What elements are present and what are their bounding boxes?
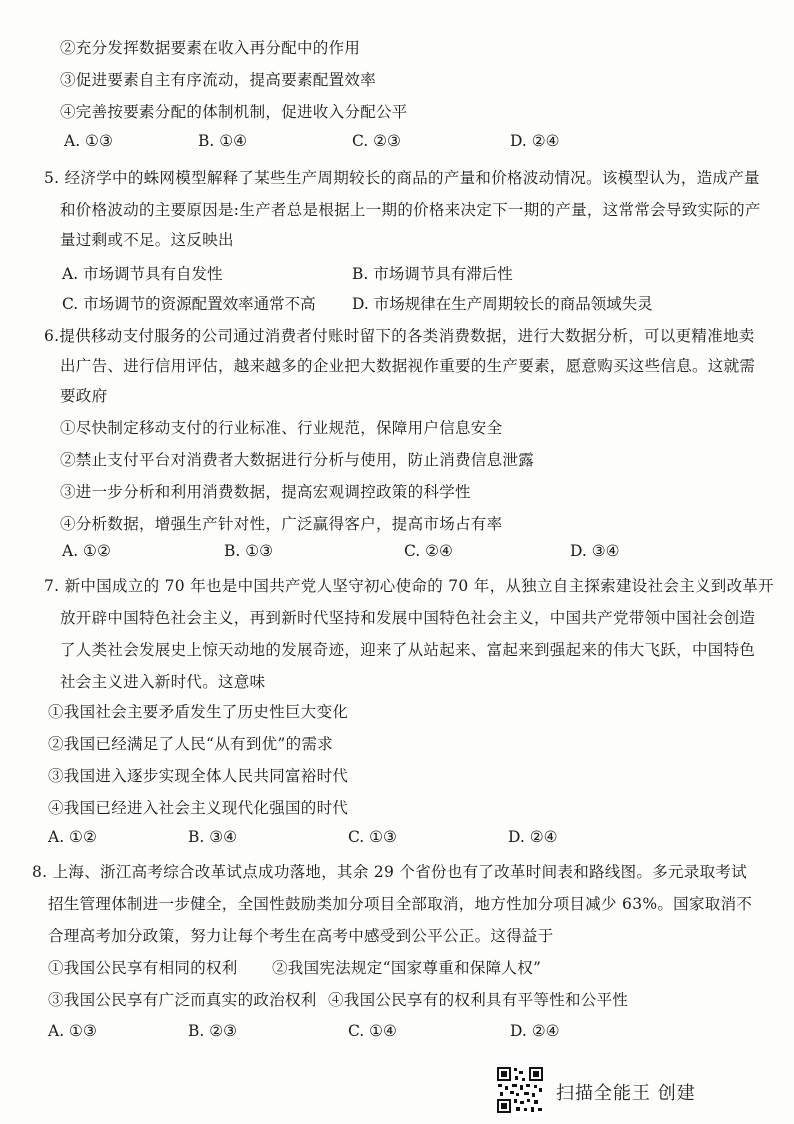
q6-item-4: ④分析数据，增强生产针对性，广泛赢得客户，提高市场占有率: [60, 515, 503, 533]
q6-stem-line-2: 出广告、进行信用评估，越来越多的企业把大数据视作重要的生产要素，愿意购买这些信息。这就需: [60, 357, 756, 375]
scanner-watermark: 扫描全能王 创建: [556, 1083, 696, 1104]
top-item-4: ④完善按要素分配的体制机制，促进收入分配公平: [60, 103, 408, 121]
q6-item-3: ③进一步分析和利用消费数据，提高宏观调控政策的科学性: [60, 483, 471, 501]
q8-option-a: A. ①③: [48, 1022, 97, 1040]
q5-stem-line-1: 5. 经济学中的蛛网模型解释了某些生产周期较长的商品的产量和价格波动情况。该模型认为，造成产量: [44, 169, 760, 187]
q8-item-4: ④我国公民享有的权利具有平等性和公平性: [328, 991, 629, 1009]
top-item-3: ③促进要素自主有序流动，提高要素配置效率: [60, 71, 377, 89]
q7-stem-line-3: 了人类社会发展史上惊天动地的发展奇迹，迎来了从站起来、富起来到强起来的伟大飞跃，中国特色: [60, 641, 756, 659]
q6-option-b: B. ①③: [224, 542, 274, 560]
q6-option-c: C. ②④: [404, 542, 453, 560]
q6-option-d: D. ③④: [570, 542, 620, 560]
q4-option-a: A. ①③: [64, 132, 113, 150]
q7-option-a: A. ①②: [48, 828, 97, 846]
q7-stem-line-1: 7. 新中国成立的 70 年也是中国共产党人坚守初心使命的 70 年，从独立自主探索建设社会主义到改革开: [44, 577, 774, 595]
q8-item-1: ①我国公民享有相同的权利: [48, 959, 238, 977]
q7-item-4: ④我国已经进入社会主义现代化强国的时代: [48, 799, 349, 817]
q7-option-d: D. ②④: [508, 828, 558, 846]
q5-stem-line-3: 量过剩或不足。这反映出: [60, 231, 234, 249]
q4-option-c: C. ②③: [352, 132, 401, 150]
q5-option-a: A. 市场调节具有自发性: [62, 265, 223, 283]
q7-stem-line-4: 社会主义进入新时代。这意味: [60, 673, 266, 691]
q7-option-c: C. ①③: [348, 828, 397, 846]
q7-item-3: ③我国进入逐步实现全体人民共同富裕时代: [48, 767, 349, 785]
q4-option-b: B. ①④: [198, 132, 248, 150]
q6-option-a: A. ①②: [62, 542, 111, 560]
q7-item-1: ①我国社会主要矛盾发生了历史性巨大变化: [48, 703, 349, 721]
q4-option-d: D. ②④: [510, 132, 560, 150]
q6-stem-line-3: 要政府: [60, 387, 108, 405]
q7-option-b: B. ③④: [188, 828, 238, 846]
q5-stem-line-2: 和价格波动的主要原因是:生产者总是根据上一期的价格来决定下一期的产量，这常常会导致实际的产: [60, 201, 761, 219]
q5-option-d: D. 市场规律在生产周期较长的商品领域失灵: [352, 295, 653, 313]
q8-stem-line-1: 8. 上海、浙江高考综合改革试点成功落地，其余 29 个省份也有了改革时间表和路线图。多元录取考试: [32, 863, 747, 881]
q8-item-2: ②我国宪法规定“国家尊重和保障人权”: [272, 959, 542, 977]
q8-item-3: ③我国公民享有广泛而真实的政治权利: [48, 991, 317, 1009]
q5-option-b: B. 市场调节具有滞后性: [352, 265, 513, 283]
qr-code-icon: [496, 1066, 544, 1114]
q8-stem-line-3: 合理高考加分政策，努力让每个考生在高考中感受到公平公正。这得益于: [48, 927, 554, 945]
top-item-2: ②充分发挥数据要素在收入再分配中的作用: [60, 39, 361, 57]
q8-option-b: B. ②③: [188, 1022, 238, 1040]
q7-item-2: ②我国已经满足了人民“从有到优”的需求: [48, 735, 334, 753]
q7-stem-line-2: 放开辟中国特色社会主义，再到新时代坚持和发展中国特色社会主义，中国共产党带领中国社会创造: [60, 609, 756, 627]
q8-option-d: D. ②④: [510, 1022, 560, 1040]
q6-item-2: ②禁止支付平台对消费者大数据进行分析与使用，防止消费信息泄露: [60, 451, 535, 469]
q8-stem-line-2: 招生管理体制进一步健全，全国性鼓励类加分项目全部取消，地方性加分项目减少 63%。国家取消不: [48, 895, 753, 913]
q6-item-1: ①尽快制定移动支付的行业标准、行业规范，保障用户信息安全: [60, 419, 503, 437]
q6-stem-line-1: 6.提供移动支付服务的公司通过消费者付账时留下的各类消费数据，进行大数据分析，可以更精准地卖: [44, 327, 755, 345]
q8-option-c: C. ①④: [348, 1022, 397, 1040]
q5-option-c: C. 市场调节的资源配置效率通常不高: [62, 295, 316, 313]
